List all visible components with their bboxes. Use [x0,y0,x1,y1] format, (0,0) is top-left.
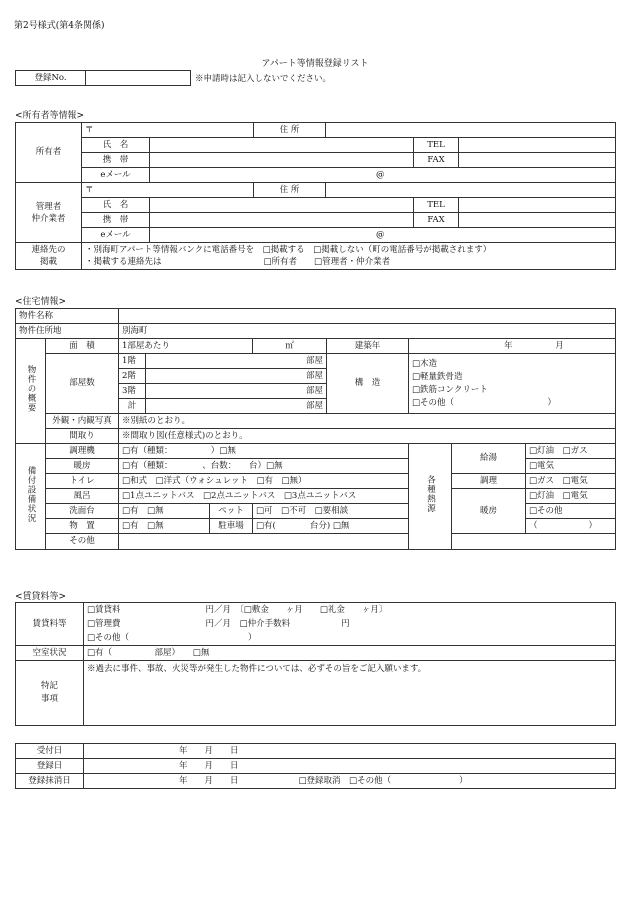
exterior-photo-label: 外観・内観写真 [46,414,119,429]
agent-mobile-field[interactable] [150,213,414,228]
equip-sink-label: 洗面台 [46,504,119,519]
floor-1-rooms[interactable]: 部屋 [146,354,327,369]
property-name-label: 物件名称 [16,309,119,324]
notes-label: 特記 事項 [16,661,84,726]
equipment-label: 備付設備状況 [16,444,46,550]
layout-value: ※間取り図(任意様式)のとおり。 [119,429,616,444]
contact-options[interactable] [82,243,616,270]
cooking-label: 調理 [452,474,526,489]
property-name-field[interactable] [119,309,616,324]
form-number: 第2号様式(第4条関係) [14,21,105,31]
hotwater-label: 給湯 [452,444,526,474]
agent-postal[interactable]: 〒 [82,183,254,198]
rent-section-heading: <賃貸料等> [15,592,67,602]
agent-email-field[interactable]: @ [150,228,616,243]
hotwater-options-1[interactable]: □灯油 □ガス [526,444,616,459]
equip-storage-options[interactable]: □有 □無 [119,519,210,534]
owner-tel-label: TEL [414,138,459,153]
registration-no-field[interactable] [86,71,191,86]
housing-section-heading: <住宅情報> [15,297,67,307]
area-label: 面 積 [46,339,119,354]
owner-mobile-label: 携 帯 [82,153,150,168]
agent-name-label: 氏 名 [82,198,150,213]
equip-bath-options[interactable]: □1点ユニットバス □2点ユニットバス □3点ユニットバス [119,489,409,504]
floor-total-label: 計 [119,399,146,414]
heating-options-2[interactable]: □その他 [526,504,616,519]
vacancy-options[interactable]: □有（ 部屋） □無 [84,646,616,661]
rent-line-1[interactable]: □賃貸料 円／月 〔□敷金 ヶ月 □礼金 ヶ月〕 [87,605,388,615]
structure-options[interactable] [409,354,616,414]
registration-table [15,70,191,86]
cooking-options[interactable]: □ガス □電気 [526,474,616,489]
rent-line-2[interactable]: □管理費 円／月 □仲介手数料 円 [87,619,350,629]
rent-options[interactable] [84,603,616,646]
owner-tel-field[interactable] [459,138,616,153]
area-field[interactable]: 1部屋あたり [119,339,253,354]
agent-name-field[interactable] [150,198,414,213]
received-date-field[interactable]: 年 月 日 [84,744,616,759]
exterior-photo-value: ※別紙のとおり。 [119,414,616,429]
equip-sink-options[interactable]: □有 □無 [119,504,210,519]
equip-pet-options[interactable]: □可 □不可 □要相談 [253,504,409,519]
equip-toilet-label: トイレ [46,474,119,489]
notes-field[interactable]: ※過去に事件、事故、火災等が発生した物件については、必ずその旨をご記入願います。 [84,661,616,726]
overview-label: 物件の概要 [16,339,46,444]
built-year-unit: 年 [504,340,513,351]
owner-label: 所有者 [16,123,82,183]
structure-label: 構 造 [327,354,409,414]
owner-address-field[interactable] [326,123,616,138]
contact-line-2[interactable]: ・掲載する連絡先は □所有者 □管理者・仲介業者 [85,257,391,267]
rent-line-3[interactable]: □その他（ ） [87,633,257,643]
agent-mobile-label: 携 帯 [82,213,150,228]
property-address-label: 物件住所地 [16,324,119,339]
owner-table [15,122,616,270]
equip-parking-options[interactable]: □有( 台分) □無 [253,519,409,534]
heating-label: 暖房 [452,489,526,534]
built-year-label: 建築年 [327,339,409,354]
agent-tel-label: TEL [414,198,459,213]
received-date-label: 受付日 [16,744,84,759]
equip-toilet-options[interactable]: □和式 □洋式（ウォシュレット □有 □無） [119,474,409,489]
floor-3-rooms[interactable]: 部屋 [146,384,327,399]
housing-table [15,308,616,550]
layout-label: 間取り [46,429,119,444]
owner-postal[interactable]: 〒 [82,123,254,138]
admin-table [15,743,616,789]
equip-cooker-options[interactable]: □有（種類： ）□無 [119,444,409,459]
registration-note: ※申請時は記入しないでください。 [195,74,332,84]
heating-options-3[interactable]: （ ） [526,519,616,534]
cancelled-date-field[interactable]: 年 月 日 [84,774,296,789]
registered-date-field[interactable]: 年 月 日 [84,759,616,774]
cancel-options[interactable]: □登録取消 □その他（ ） [296,774,616,789]
built-month-unit: 月 [555,340,564,351]
rent-label: 賃貸料等 [16,603,84,646]
rooms-label: 部屋数 [46,354,119,414]
floor-2-rooms[interactable]: 部屋 [146,369,327,384]
owner-fax-label: FAX [414,153,459,168]
heating-options-1[interactable]: □灯油 □電気 [526,489,616,504]
agent-address-label: 住 所 [254,183,326,198]
contact-line-1[interactable]: ・別海町アパート等情報バンクに電話番号を □掲載する □掲載しない（町の電話番号が掲載されます） [85,245,492,255]
floor-3-label: 3階 [119,384,146,399]
heat-source-label: 各種熱源 [409,444,452,550]
structure-concrete[interactable]: □鉄筋コンクリート [412,384,488,395]
structure-wood[interactable]: □木造 [412,358,438,369]
owner-section-heading: <所有者等情報> [15,111,85,121]
equip-pet-label: ペット [210,504,253,519]
owner-name-label: 氏 名 [82,138,150,153]
agent-address-field[interactable] [326,183,616,198]
equip-storage-label: 物 置 [46,519,119,534]
equip-parking-label: 駐車場 [210,519,253,534]
floor-2-label: 2階 [119,369,146,384]
agent-fax-label: FAX [414,213,459,228]
agent-label: 管理者 仲介業者 [16,183,82,243]
contact-label: 連絡先の 掲載 [16,243,82,270]
floor-total-rooms[interactable]: 部屋 [146,399,327,414]
structure-other[interactable]: □その他（ ） [412,397,557,408]
registered-date-label: 登録日 [16,759,84,774]
equip-other-label: その他 [46,534,119,550]
built-year-field[interactable] [409,339,616,354]
equip-cooker-label: 調理機 [46,444,119,459]
hotwater-options-2[interactable]: □電気 [526,459,616,474]
property-address-field[interactable]: 別海町 [119,324,616,339]
floor-1-label: 1階 [119,354,146,369]
owner-fax-field[interactable] [459,153,616,168]
agent-email-label: eメール [82,228,150,243]
page-title: アパート等情報登録リスト [261,59,369,69]
owner-mobile-field[interactable] [150,153,414,168]
agent-fax-field[interactable] [459,213,616,228]
agent-tel-field[interactable] [459,198,616,213]
area-unit: ㎡ [253,339,327,354]
equip-heater-label: 暖房 [46,459,119,474]
registration-no-label: 登録No. [16,71,86,86]
equip-heater-options[interactable]: □有（種類： 、台数： 台）□無 [119,459,409,474]
owner-email-field[interactable]: @ [150,168,616,183]
equip-other-field[interactable] [119,534,409,550]
structure-light-steel[interactable]: □軽量鉄骨造 [412,371,463,382]
owner-email-label: eメール [82,168,150,183]
rent-table [15,602,616,726]
owner-name-field[interactable] [150,138,414,153]
cancelled-date-label: 登録抹消日 [16,774,84,789]
owner-address-label: 住 所 [254,123,326,138]
vacancy-label: 空室状況 [16,646,84,661]
heat-other-field[interactable] [452,534,616,550]
equip-bath-label: 風呂 [46,489,119,504]
